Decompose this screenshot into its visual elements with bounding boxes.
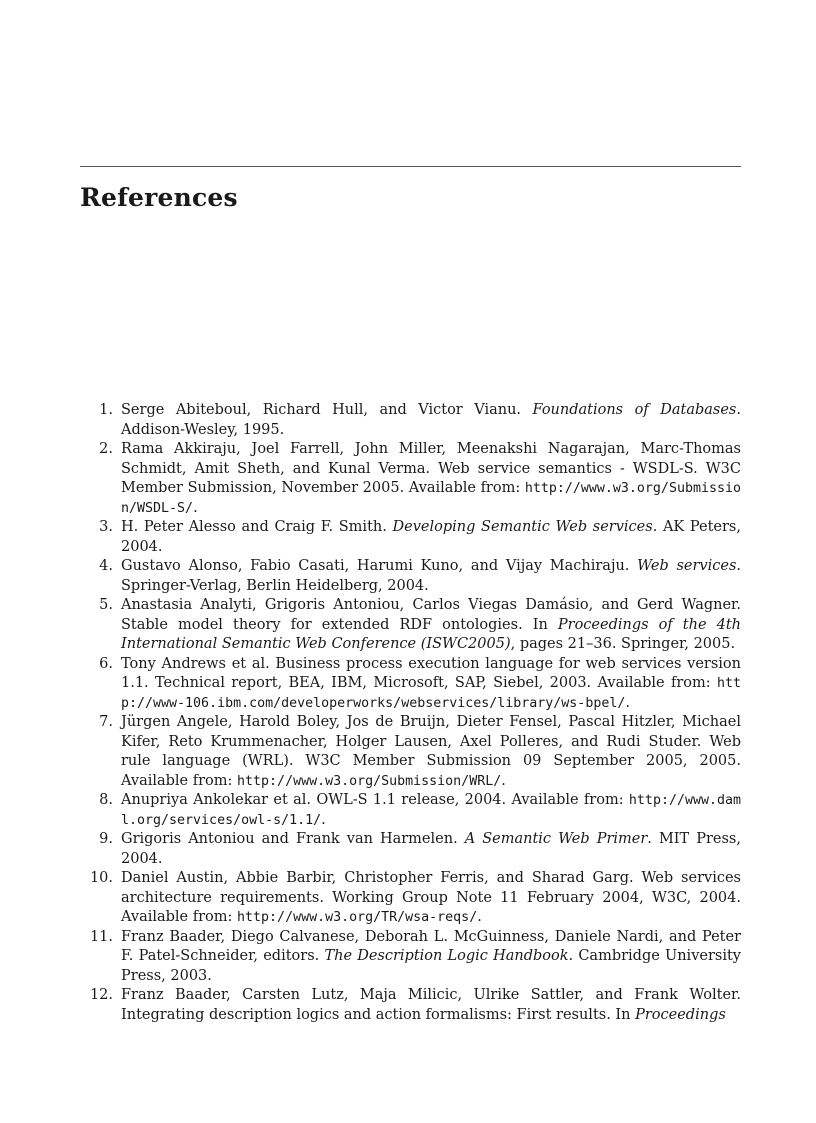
reference-publication: . Springer-Verlag, Berlin Heidelberg, 2004.	[121, 558, 741, 594]
reference-number: 2.	[99, 441, 113, 457]
reference-title: A Semantic Web Primer	[464, 831, 648, 847]
reference-publication: . Cambridge University Press, 2003.	[121, 948, 741, 984]
chapter-title: References	[80, 183, 238, 212]
reference-authors: Daniel Austin, Abbie Barbir, Christopher Ferris, and Sharad Garg. Web services architecture requirements. Working Group Note 11 February 2004, W3C, 2004. Available from:	[121, 870, 741, 925]
reference-authors: Anupriya Ankolekar et al. OWL-S 1.1 release, 2004. Available from:	[121, 792, 629, 808]
reference-text	[121, 986, 741, 1025]
reference-text	[121, 518, 741, 557]
reference-text	[121, 928, 741, 987]
reference-item	[80, 440, 741, 518]
reference-publication: , pages 21–36. Springer, 2005.	[510, 636, 736, 652]
reference-url-link[interactable]: http://www.w3.org/TR/wsa-reqs/	[237, 910, 478, 925]
reference-publication: .	[193, 499, 198, 516]
reference-authors: H. Peter Alesso and Craig F. Smith.	[121, 519, 393, 535]
reference-url-link[interactable]: http://www-106.ibm.com/developerworks/webservices/library/ws-bpel/	[121, 676, 741, 711]
reference-item	[80, 830, 741, 869]
reference-url-link[interactable]: http://www.daml.org/services/owl-s/1.1/	[121, 793, 741, 828]
reference-list	[80, 401, 741, 1025]
reference-number: 1.	[99, 402, 113, 418]
reference-authors: Gustavo Alonso, Fabio Casati, Harumi Kuno, and Vijay Machiraju.	[121, 558, 638, 574]
reference-authors: Tony Andrews et al. Business process execution language for web services version 1.1. Technical report, BEA, IBM, Microsoft, SAP, Siebel, 2003. Available from:	[121, 655, 741, 691]
reference-text	[121, 830, 741, 869]
reference-item	[80, 518, 741, 557]
reference-text	[121, 401, 741, 440]
reference-authors: Anastasia Analyti, Grigoris Antoniou, Carlos Viegas Damásio, and Gerd Wagner. Stable model theory for extended RDF ontologies. In	[121, 597, 741, 633]
reference-authors: Serge Abiteboul, Richard Hull, and Victor Vianu.	[121, 402, 533, 418]
reference-url-link[interactable]: http://www.w3.org/Submission/WSDL-S/	[121, 481, 741, 516]
reference-text	[121, 557, 741, 596]
reference-authors: Rama Akkiraju, Joel Farrell, John Miller, Meenakshi Nagarajan, Marc-Thomas Schmidt, Amit Sheth, and Kunal Verma. Web service semantics - WSDL-S. W3C Member Submission, November 2005. Available from:	[121, 441, 741, 496]
reference-number: 5.	[99, 597, 113, 613]
reference-publication: .	[625, 694, 630, 711]
reference-number: 10.	[89, 870, 113, 886]
reference-text	[121, 596, 741, 655]
header-rule	[80, 166, 741, 167]
reference-authors: Franz Baader, Diego Calvanese, Deborah L. McGuinness, Daniele Nardi, and Peter F. Patel-Schneider, editors.	[121, 928, 741, 964]
reference-publication: .	[321, 811, 326, 828]
reference-number: 12.	[89, 987, 113, 1003]
reference-item	[80, 928, 741, 987]
reference-publication: . Addison-Wesley, 1995.	[121, 402, 741, 438]
reference-title: Foundations of Databases	[532, 402, 737, 418]
reference-item	[80, 655, 741, 714]
reference-title: Proceedings	[635, 1006, 726, 1023]
reference-item	[80, 557, 741, 596]
reference-title: Web services	[637, 558, 737, 574]
reference-number: 8.	[99, 792, 113, 808]
reference-authors: Jürgen Angele, Harold Boley, Jos de Bruijn, Dieter Fensel, Pascal Hitzler, Michael Kifer, Reto Krummenacher, Holger Lausen, Axel Polleres, and Rudi Studer. Web rule language (WRL). W3C Member Submission 09 September 2005, 2005. Available from:	[121, 714, 741, 789]
reference-text	[121, 440, 741, 518]
reference-title: The Description Logic Handbook	[324, 948, 569, 964]
reference-authors: Grigoris Antoniou and Frank van Harmelen.	[121, 831, 465, 847]
reference-publication: .	[477, 909, 482, 925]
reference-number: 9.	[99, 831, 113, 847]
reference-number: 7.	[99, 714, 113, 730]
reference-publication: . AK Peters, 2004.	[121, 519, 741, 555]
reference-number: 11.	[89, 928, 113, 945]
reference-text	[121, 869, 741, 928]
reference-item	[80, 791, 741, 830]
reference-item	[80, 869, 741, 928]
reference-text	[121, 713, 741, 791]
reference-number: 6.	[99, 655, 113, 672]
reference-item	[80, 596, 741, 655]
reference-item	[80, 986, 741, 1025]
reference-publication: . MIT Press, 2004.	[121, 831, 741, 867]
reference-title: Developing Semantic Web services	[392, 519, 653, 535]
reference-item	[80, 713, 741, 791]
reference-authors: Franz Baader, Carsten Lutz, Maja Milicic, Ulrike Sattler, and Frank Wolter. Integrating description logics and action formalisms: First results. In	[121, 987, 741, 1023]
reference-item	[80, 401, 741, 440]
reference-text	[121, 791, 741, 830]
reference-number: 4.	[99, 558, 113, 574]
reference-publication: .	[501, 772, 506, 789]
reference-url-link[interactable]: http://www.w3.org/Submission/WRL/	[237, 773, 502, 789]
reference-text	[121, 655, 741, 714]
reference-title: Proceedings of the 4th International Semantic Web Conference (ISWC2005)	[121, 616, 741, 652]
reference-number: 3.	[99, 519, 113, 535]
